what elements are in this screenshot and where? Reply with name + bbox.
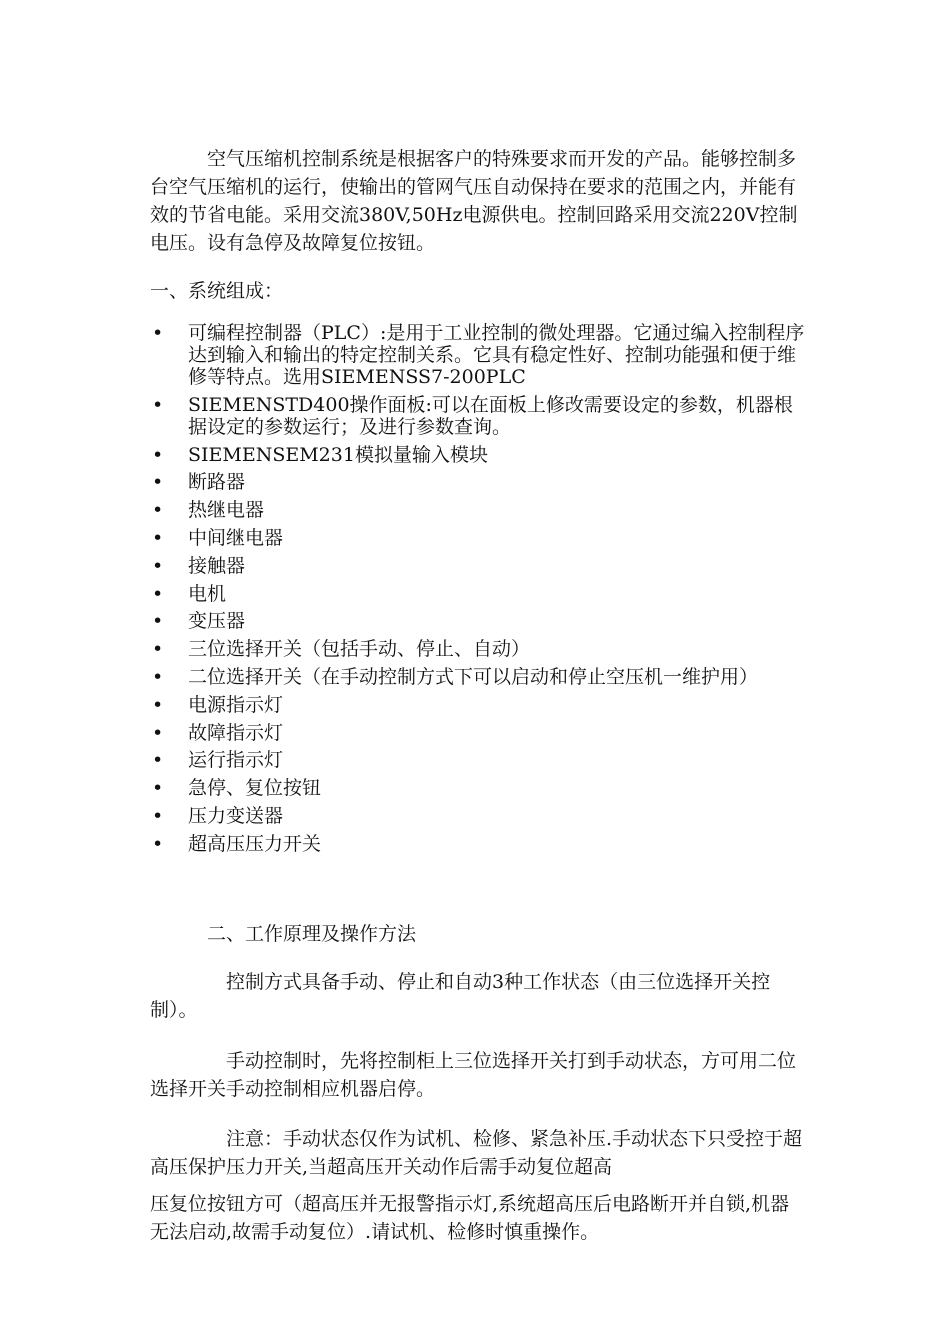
- bullet-icon: •: [152, 582, 164, 605]
- list-item-text: 三位选择开关（包括手动、停止、自动）: [188, 638, 531, 661]
- list-item-text: 断路器: [188, 471, 246, 494]
- list-item: [150, 555, 810, 577]
- list-item-text: 二位选择开关（在手动控制方式下可以启动和停止空压机一维护用）: [188, 665, 759, 688]
- bullet-icon: •: [152, 471, 164, 494]
- bullet-icon: •: [152, 638, 164, 661]
- list-item: [150, 722, 810, 744]
- list-item-text: 故障指示灯: [188, 721, 284, 744]
- section-heading-working-principle: 二、工作原理及操作方法: [207, 923, 417, 945]
- list-item: [150, 638, 810, 660]
- list-item: [150, 666, 810, 688]
- list-item-text: 超高压压力开关: [188, 832, 322, 855]
- bullet-icon: •: [152, 610, 164, 633]
- list-item-text: 变压器: [188, 610, 246, 633]
- bullet-icon: •: [152, 554, 164, 577]
- list-item: [150, 610, 810, 632]
- bullet-icon: •: [152, 777, 164, 800]
- list-item-text: 电机: [188, 582, 227, 605]
- list-item: [150, 749, 810, 771]
- bullet-icon: •: [152, 665, 164, 688]
- bullet-icon: •: [152, 804, 164, 827]
- list-item-text: 接触器: [188, 554, 246, 577]
- control-modes-paragraph: 控制方式具备手动、停止和自动3种工作状态（由三位选择开关控制）。: [150, 971, 771, 1021]
- bullet-icon: •: [152, 721, 164, 744]
- list-item: [150, 444, 810, 466]
- list-item: [150, 394, 810, 438]
- intro-paragraph: 空气压缩机控制系统是根据客户的特殊要求而开发的产品。能够控制多台空气压缩机的运行，使输出的管网气压自动保持在要求的范围之内，并能有效的节省电能。采用交流380V,50Hz电源供电。控制回路采用交流220V控制电压。设有急停及故障复位按钮。: [150, 148, 798, 254]
- list-item-text: SIEMENSTD400操作面板:可以在面板上修改需要设定的参数，机器根据设定的参数运行；及进行参数查询。: [188, 393, 793, 438]
- list-item-text: SIEMENSEM231模拟量输入模块: [188, 443, 488, 466]
- section-heading-system-composition: 一、系统组成：: [150, 280, 284, 302]
- list-item-text: 压力变送器: [188, 804, 284, 827]
- list-item: [150, 805, 810, 827]
- bullet-icon: •: [152, 693, 164, 716]
- list-item: [150, 694, 810, 716]
- bullet-icon: •: [152, 393, 164, 416]
- note-paragraph-continued: 压复位按钮方可（超高压并无报警指示灯,系统超高压后电路断开并自锁,机器无法启动,故需手动复位）.请试机、检修时慎重操作。: [150, 1193, 790, 1243]
- list-item-text: 电源指示灯: [188, 693, 284, 716]
- list-item-text: 热继电器: [188, 499, 265, 522]
- bullet-icon: •: [152, 526, 164, 549]
- note-paragraph: 注意：手动状态仅作为试机、检修、紧急补压.手动状态下只受控于超高压保护压力开关,当超高压开关动作后需手动复位超高: [150, 1128, 803, 1178]
- list-item: [150, 322, 810, 388]
- component-list: [150, 322, 810, 861]
- list-item-text: 运行指示灯: [188, 749, 284, 772]
- bullet-icon: •: [152, 749, 164, 772]
- list-item: [150, 471, 810, 493]
- manual-control-paragraph: 手动控制时，先将控制柜上三位选择开关打到手动状态，方可用二位选择开关手动控制相应机器启停。: [150, 1050, 797, 1100]
- list-item: [150, 527, 810, 549]
- list-item: [150, 583, 810, 605]
- list-item-text: 可编程控制器（PLC）:是用于工业控制的微处理器。它通过编入控制程序达到输入和输出的特定控制关系。它具有稳定性好、控制功能强和便于维修等特点。选用SIEMENSS7-200PLC: [188, 322, 805, 388]
- list-item: [150, 833, 810, 855]
- bullet-icon: •: [152, 499, 164, 522]
- list-item-text: 中间继电器: [188, 526, 284, 549]
- list-item: [150, 499, 810, 521]
- list-item: [150, 777, 810, 799]
- bullet-icon: •: [152, 322, 164, 344]
- bullet-icon: •: [152, 443, 164, 466]
- bullet-icon: •: [152, 832, 164, 855]
- list-item-text: 急停、复位按钮: [188, 777, 322, 800]
